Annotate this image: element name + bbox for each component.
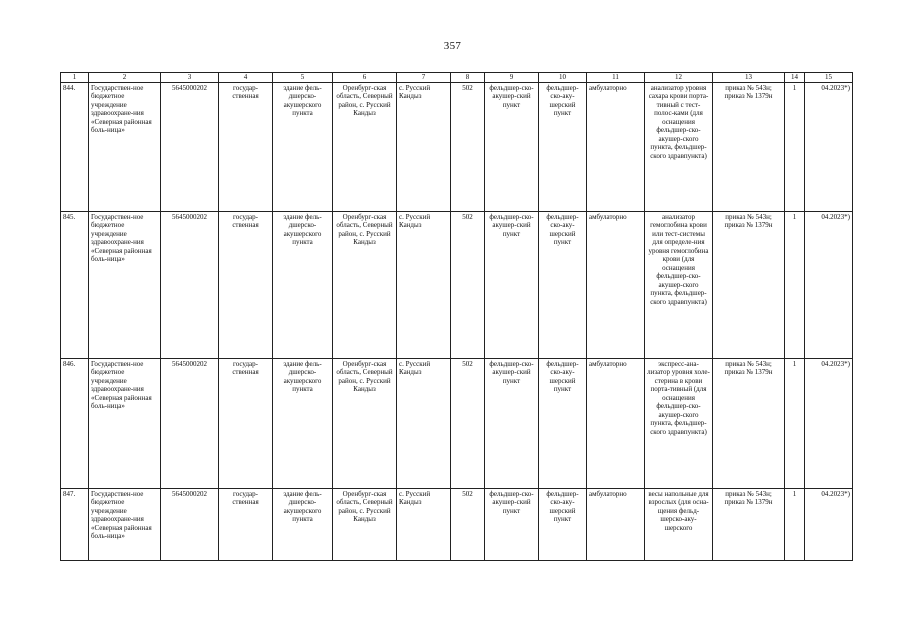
- organization-cell: Государствен-ное бюджетное учреждение здравоохране-ния «Северная районная боль-ница»: [89, 358, 161, 488]
- column-header: 11: [587, 73, 645, 83]
- column-header: 15: [805, 73, 853, 83]
- equipment-cell: анализатор гемоглобина крови или тест-системы для определе-ния уровня гемоглобина крови (для оснащения фельдшер-ско-акушер-ского пункта, фельдшер-ского здравпункта): [645, 211, 713, 358]
- subunit-cell: фельдшер-ско-аку-шерский пункт: [539, 488, 587, 560]
- locality-cell: с. Русский Кандыз: [397, 358, 451, 488]
- column-header: 2: [89, 73, 161, 83]
- registry-table: [60, 72, 853, 561]
- column-header: 4: [219, 73, 273, 83]
- order-cell: приказ № 543н; приказ № 1379н: [713, 488, 785, 560]
- column-header: 9: [485, 73, 539, 83]
- date-cell: 04.2023*): [805, 488, 853, 560]
- column-header: 8: [451, 73, 485, 83]
- order-cell: приказ № 543н; приказ № 1379н: [713, 82, 785, 211]
- building-cell: здание фель-дшерско-акушерского пункта: [273, 358, 333, 488]
- number-cell: 502: [451, 82, 485, 211]
- order-cell: приказ № 543н; приказ № 1379н: [713, 211, 785, 358]
- quantity-cell: 1: [785, 488, 805, 560]
- date-cell: 04.2023*): [805, 211, 853, 358]
- care-type-cell: амбулаторно: [587, 82, 645, 211]
- date-cell: 04.2023*): [805, 358, 853, 488]
- page-number: 357: [443, 40, 462, 52]
- order-cell: приказ № 543н; приказ № 1379н: [713, 358, 785, 488]
- subunit-cell: фельдшер-ско-аку-шерский пункт: [539, 211, 587, 358]
- column-header: 10: [539, 73, 587, 83]
- unit-cell: фельдшер-ско-акушер-ский пункт: [485, 211, 539, 358]
- unit-cell: фельдшер-ско-акушер-ский пункт: [485, 488, 539, 560]
- number-cell: 502: [451, 358, 485, 488]
- code-cell: 5645000202: [161, 82, 219, 211]
- address-cell: Оренбург-ская область, Северный район, с. Русский Кандыз: [333, 358, 397, 488]
- organization-cell: Государствен-ное бюджетное учреждение здравоохране-ния «Северная районная боль-ница»: [89, 82, 161, 211]
- code-cell: 5645000202: [161, 488, 219, 560]
- quantity-cell: 1: [785, 211, 805, 358]
- care-type-cell: амбулаторно: [587, 358, 645, 488]
- column-header: 13: [713, 73, 785, 83]
- column-header: 1: [61, 73, 89, 83]
- unit-cell: фельдшер-ско-акушер-ский пункт: [485, 82, 539, 211]
- column-header: 6: [333, 73, 397, 83]
- equipment-cell: весы напольные для взрослых (для осна-щения фельд-шерско-аку-шерского: [645, 488, 713, 560]
- unit-cell: фельдшер-ско-акушер-ский пункт: [485, 358, 539, 488]
- ownership-cell: государ-ственная: [219, 82, 273, 211]
- subunit-cell: фельдшер-ско-аку-шерский пункт: [539, 358, 587, 488]
- column-header: 7: [397, 73, 451, 83]
- locality-cell: с. Русский Кандыз: [397, 82, 451, 211]
- ownership-cell: государ-ственная: [219, 211, 273, 358]
- table-row: [61, 82, 853, 211]
- row-number: 846.: [61, 358, 89, 488]
- locality-cell: с. Русский Кандыз: [397, 211, 451, 358]
- quantity-cell: 1: [785, 82, 805, 211]
- column-header: 3: [161, 73, 219, 83]
- organization-cell: Государствен-ное бюджетное учреждение здравоохране-ния «Северная районная боль-ница»: [89, 488, 161, 560]
- date-cell: 04.2023*): [805, 82, 853, 211]
- address-cell: Оренбург-ская область, Северный район, с. Русский Кандыз: [333, 488, 397, 560]
- quantity-cell: 1: [785, 358, 805, 488]
- organization-cell: Государствен-ное бюджетное учреждение здравоохране-ния «Северная районная боль-ница»: [89, 211, 161, 358]
- building-cell: здание фель-дшерско-акушерского пункта: [273, 488, 333, 560]
- number-cell: 502: [451, 211, 485, 358]
- column-header: 12: [645, 73, 713, 83]
- care-type-cell: амбулаторно: [587, 211, 645, 358]
- code-cell: 5645000202: [161, 358, 219, 488]
- header-row: [61, 73, 853, 83]
- address-cell: Оренбург-ская область, Северный район, с. Русский Кандыз: [333, 82, 397, 211]
- equipment-cell: анализатор уровня сахара крови порта-тивный с тест-полос-ками (для оснащения фельдшер-ско-акушер-ского пункта, фельдшер-ского здравпункта): [645, 82, 713, 211]
- ownership-cell: государ-ственная: [219, 358, 273, 488]
- table-row: [61, 211, 853, 358]
- column-header: 5: [273, 73, 333, 83]
- column-header: 14: [785, 73, 805, 83]
- locality-cell: с. Русский Кандыз: [397, 488, 451, 560]
- number-cell: 502: [451, 488, 485, 560]
- code-cell: 5645000202: [161, 211, 219, 358]
- table-row: [61, 488, 853, 560]
- equipment-cell: экспресс-ана-лизатор уровня холе-стерина в крови порта-тивный (для оснащения фельдшер-ско-акушер-ского пункта, фельдшер-ского здравпункта): [645, 358, 713, 488]
- care-type-cell: амбулаторно: [587, 488, 645, 560]
- row-number: 844.: [61, 82, 89, 211]
- building-cell: здание фель-дшерско-акушерского пункта: [273, 211, 333, 358]
- ownership-cell: государ-ственная: [219, 488, 273, 560]
- row-number: 847.: [61, 488, 89, 560]
- table-row: [61, 358, 853, 488]
- address-cell: Оренбург-ская область, Северный район, с. Русский Кандыз: [333, 211, 397, 358]
- row-number: 845.: [61, 211, 89, 358]
- subunit-cell: фельдшер-ско-аку-шерский пункт: [539, 82, 587, 211]
- building-cell: здание фель-дшерско-акушерского пункта: [273, 82, 333, 211]
